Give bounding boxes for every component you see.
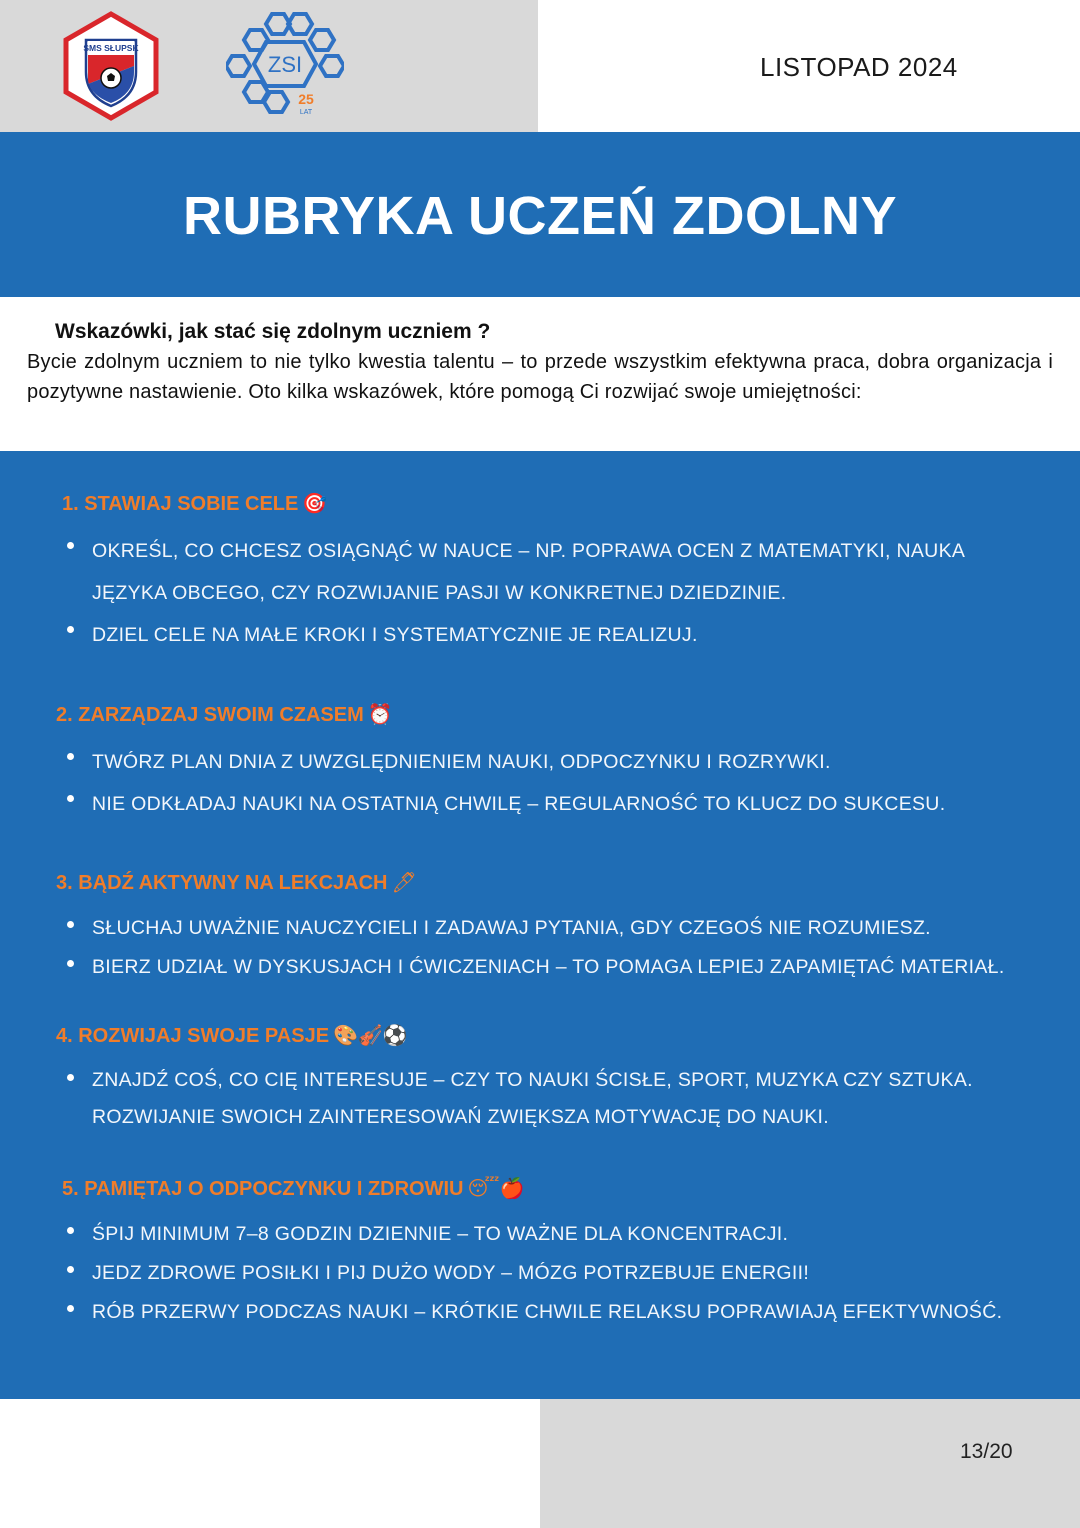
- list-item: NIE ODKŁADAJ NAUKI NA OSTATNIĄ CHWILĘ – REGULARNOŚĆ TO KLUCZ DO SUKCESU.: [0, 783, 1080, 825]
- tip-list: [0, 530, 1080, 656]
- issue-date: LISTOPAD 2024: [760, 52, 958, 82]
- tip-list: [0, 909, 1080, 987]
- list-item: OKREŚL, CO CHCESZ OSIĄGNĄĆ W NAUCE – NP. POPRAWA OCEN Z MATEMATYKI, NAUKA JĘZYKA OBCEGO, CZY ROZWIJANIE PASJI W KONKRETNEJ DZIEDZINIE.: [0, 530, 1080, 614]
- tip-heading: [0, 1176, 1080, 1201]
- tip-heading-text: 2. ZARZĄDZAJ SWOIM CZASEM: [56, 704, 364, 726]
- tip-section-2: [0, 702, 1080, 825]
- tip-heading-text: 1. STAWIAJ SOBIE CELE: [62, 493, 299, 515]
- tip-list: [0, 1215, 1080, 1332]
- list-item: BIERZ UDZIAŁ W DYSKUSJACH I ĆWICZENIACH – TO POMAGA LEPIEJ ZAPAMIĘTAĆ MATERIAŁ.: [0, 948, 1080, 987]
- list-item: DZIEL CELE NA MAŁE KROKI I SYSTEMATYCZNIE JE REALIZUJ.: [0, 614, 1080, 656]
- tip-section-1: [0, 491, 1080, 656]
- page-title: RUBRYKA UCZEŃ ZDOLNY: [183, 185, 897, 246]
- tips-panel: [0, 451, 1080, 1399]
- list-item: TWÓRZ PLAN DNIA Z UWZGLĘDNIENIEM NAUKI, ODPOCZYNKU I ROZRYWKI.: [0, 741, 1080, 783]
- list-item: RÓB PRZERWY PODCZAS NAUKI – KRÓTKIE CHWILE RELAKSU POPRAWIAJĄ EFEKTYWNOŚĆ.: [0, 1293, 1080, 1332]
- tip-list: [0, 741, 1080, 825]
- tip-heading-text: 4. ROZWIJAJ SWOJE PASJE: [56, 1025, 330, 1047]
- tip-section-5: [0, 1176, 1080, 1332]
- tip-heading-text: 5. PAMIĘTAJ O ODPOCZYNKU I ZDROWIU: [62, 1178, 464, 1200]
- zsi-logo-sub: LAT: [299, 109, 313, 116]
- tip-heading: [0, 870, 1080, 895]
- tip-heading: [0, 491, 1080, 516]
- sleep-apple-icons: 😴🍎: [467, 1178, 525, 1200]
- tip-heading-text: 3. BĄDŹ AKTYWNY NA LEKCJACH: [56, 872, 388, 894]
- list-item: JEDZ ZDROWE POSIŁKI I PIJ DUŻO WODY – MÓZG POTRZEBUJE ENERGII!: [0, 1254, 1080, 1293]
- intro-question: Wskazówki, jak stać się zdolnym uczniem ?: [55, 320, 491, 343]
- intro: [27, 320, 1053, 407]
- tip-heading: [0, 702, 1080, 727]
- sms-logo-text: SMS SŁUPSK: [83, 43, 139, 53]
- alarm-clock-icon: ⏰: [367, 704, 393, 726]
- tip-heading: [0, 1023, 1080, 1048]
- target-icon: 🎯: [302, 493, 328, 515]
- page-number: 13/20: [960, 1440, 1013, 1463]
- pen-icon: 🖊: [391, 872, 417, 894]
- tip-list: [0, 1062, 1080, 1136]
- title-banner: [0, 132, 1080, 297]
- zsi-25-lat-logo: [226, 8, 344, 118]
- sms-slupsk-logo: [60, 10, 162, 122]
- tip-section-4: [0, 1023, 1080, 1136]
- zsi-logo-years: 25: [298, 91, 314, 107]
- zsi-logo-text: ZSI: [267, 52, 303, 77]
- list-item: SŁUCHAJ UWAŻNIE NAUCZYCIELI I ZADAWAJ PYTANIA, GDY CZEGOŚ NIE ROZUMIESZ.: [0, 909, 1080, 948]
- list-item: ŚPIJ MINIMUM 7–8 GODZIN DZIENNIE – TO WAŻNE DLA KONCENTRACJI.: [0, 1215, 1080, 1254]
- palette-violin-ball-icons: 🎨🎻⚽: [333, 1025, 408, 1047]
- intro-paragraph: Bycie zdolnym uczniem to nie tylko kwestia talentu – to przede wszystkim efektywna praca, dobra organizacja i pozytywne nastawienie. Oto kilka wskazówek, które pomogą Ci rozwijać swoje umiejętności:: [27, 351, 1053, 403]
- list-item: ZNAJDŹ COŚ, CO CIĘ INTERESUJE – CZY TO NAUKI ŚCISŁE, SPORT, MUZYKA CZY SZTUKA. ROZWIJANIE SWOICH ZAINTERESOWAŃ ZWIĘKSZA MOTYWACJĘ DO NAUKI.: [0, 1062, 1080, 1136]
- tip-section-3: [0, 870, 1080, 987]
